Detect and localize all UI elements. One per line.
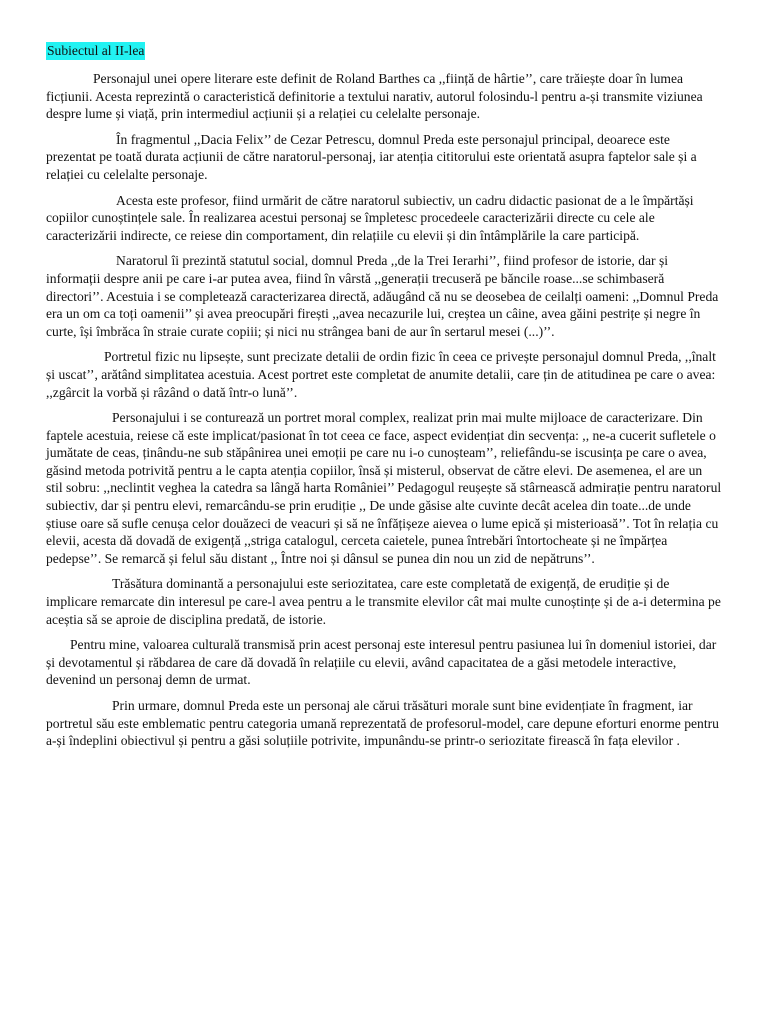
paragraph-personal-opinion: Pentru mine, valoarea culturală transmisă prin acest personaj este interesul pentru pasiunea lui în domeniul istoriei, dar și devotamentul și răbdarea de care dă dovadă în relațiile cu elevii, având capacitatea de a găsi metodele interactive, devenind un personaj demn de urmat. xyxy=(46,637,717,688)
paragraph-characterization: Acesta este profesor, fiind urmărit de către naratorul subiectiv, un cadru didactic pasionat de a le împărtăși copiilor cunoștințele sale. În realizarea acestui personaj se împletesc procedeele caracterizării directe cu cele ale caracterizării indirecte, ce reiese din comportament, din relațiile cu elevii și din întâmplările la care participă. xyxy=(46,192,694,243)
paragraph-intro: Personajul unei opere literare este definit de Roland Barthes ca ,,ființă de hârtie’’, care trăiește doar în lumea ficțiunii. Acesta reprezintă o caracteristică definitorie a textului narativ, autorul folosindu-l pentru a-și transmite viziunea despre lume și viață, prin intermediul acțiunii și a relației cu celelalte personaje. xyxy=(46,71,703,122)
paragraph-physical-portrait: Portretul fizic nu lipsește, sunt precizate detalii de ordin fizic în ceea ce privește personajul domnul Preda, ,,înalt și uscat’’, arătând simplitatea acestuia. Acest portret este completat de anumite detalii, care țin de atitudinea pe care o avea: ,,zgârcit la vorbă și râzând o dată într-o lună’’. xyxy=(46,349,716,400)
document-page xyxy=(46,42,722,758)
document-title: Subiectul al II-lea xyxy=(47,43,145,58)
paragraph-conclusion: Prin urmare, domnul Preda este un personaj ale cărui trăsături morale sunt bine evidențiate în fragment, iar portretul său este emblematic pentru categoria umană reprezentată de profesorul-model, care depune eforturi enorme pentru a-și îndeplini obiectivul și pentru a găsi soluțiile potrivite, impunându-se printr-o seriozitate firească în fața elevilor . xyxy=(46,698,719,749)
title-row xyxy=(46,42,722,60)
paragraph-social-status: Naratorul îi prezintă statutul social, domnul Preda ,,de la Trei Ierarhi’’, fiind profesor de istorie, dar și informații despre anii pe care i-ar putea avea, fiind în vârstă ,,generații trecuseră pe băncile roase...se schimbaseră directori’’. Acestuia i se completează caracterizarea directă, adăugând că nu se deosebea de ceilalți oameni: ,,Domnul Preda era un om ca toți oamenii’’ și avea preocupări firești ,,avea necazurile lui, creștea un câine, avea găini pestrițe și negre în curte, își îmbrăca în straie curate copiii; și nici nu strângea bani de aur în sertarul mesei (...)’’. xyxy=(46,253,719,339)
paragraph-main-character: În fragmentul ,,Dacia Felix’’ de Cezar Petrescu, domnul Preda este personajul principal, deoarece este prezentat pe toată durata acțiunii de către naratorul-personaj, iar atenția cititorului este orientată asupra faptelor sale și a relației cu celelalte personaje. xyxy=(46,131,697,182)
paragraph-moral-portrait: Personajului i se conturează un portret moral complex, realizat prin mai multe mijloace de caracterizare. Din faptele acestuia, reiese că este implicat/pasionat în tot ceea ce face, aspect evidențiat din secvența: ,, ne-a cucerit sufletele o jumătate de ceas, ținându-ne sub stăpânirea unei emoții pe care nu i-o cunoșteam’’, reliefându-se iscusința pe care o avea, găsind metoda potrivită pentru a le capta atenția copiilor, însă și misterul, observat de către elevi. De asemenea, el are un stil sobru: ,,neclintit veghea la catedra sa lângă harta României’’ Pedagogul reușește să stârnească admirație pentru naratorul subiectiv, dar și pentru elevi, remarcându-se prin erudiție ,, De unde găsise alte cuvinte decât acelea din toate...de unde știuse oare să sufle cenușa celor douăzeci de veacuri și să ne înfățișeze aievea o lume epică și misterioasă’’. Tot în relația cu elevii, acesta dă dovadă de exigență ,,striga catalogul, cerceta caietele, punea întrebări întortocheate și ne împărțea pedepse’’. Se remarcă și felul său distant ,, Între noi și dânsul se punea din nou un zid de nepătruns’’. xyxy=(46,410,722,566)
paragraph-dominant-trait: Trăsătura dominantă a personajului este seriozitatea, care este completată de exigență, de erudiție și de implicare remarcate din interesul pe care-l avea pentru a le transmite elevilor cât mai multe cunoștințe și de a-i determina pe aceștia să se aproie de disciplina predată, de istorie. xyxy=(46,576,721,627)
